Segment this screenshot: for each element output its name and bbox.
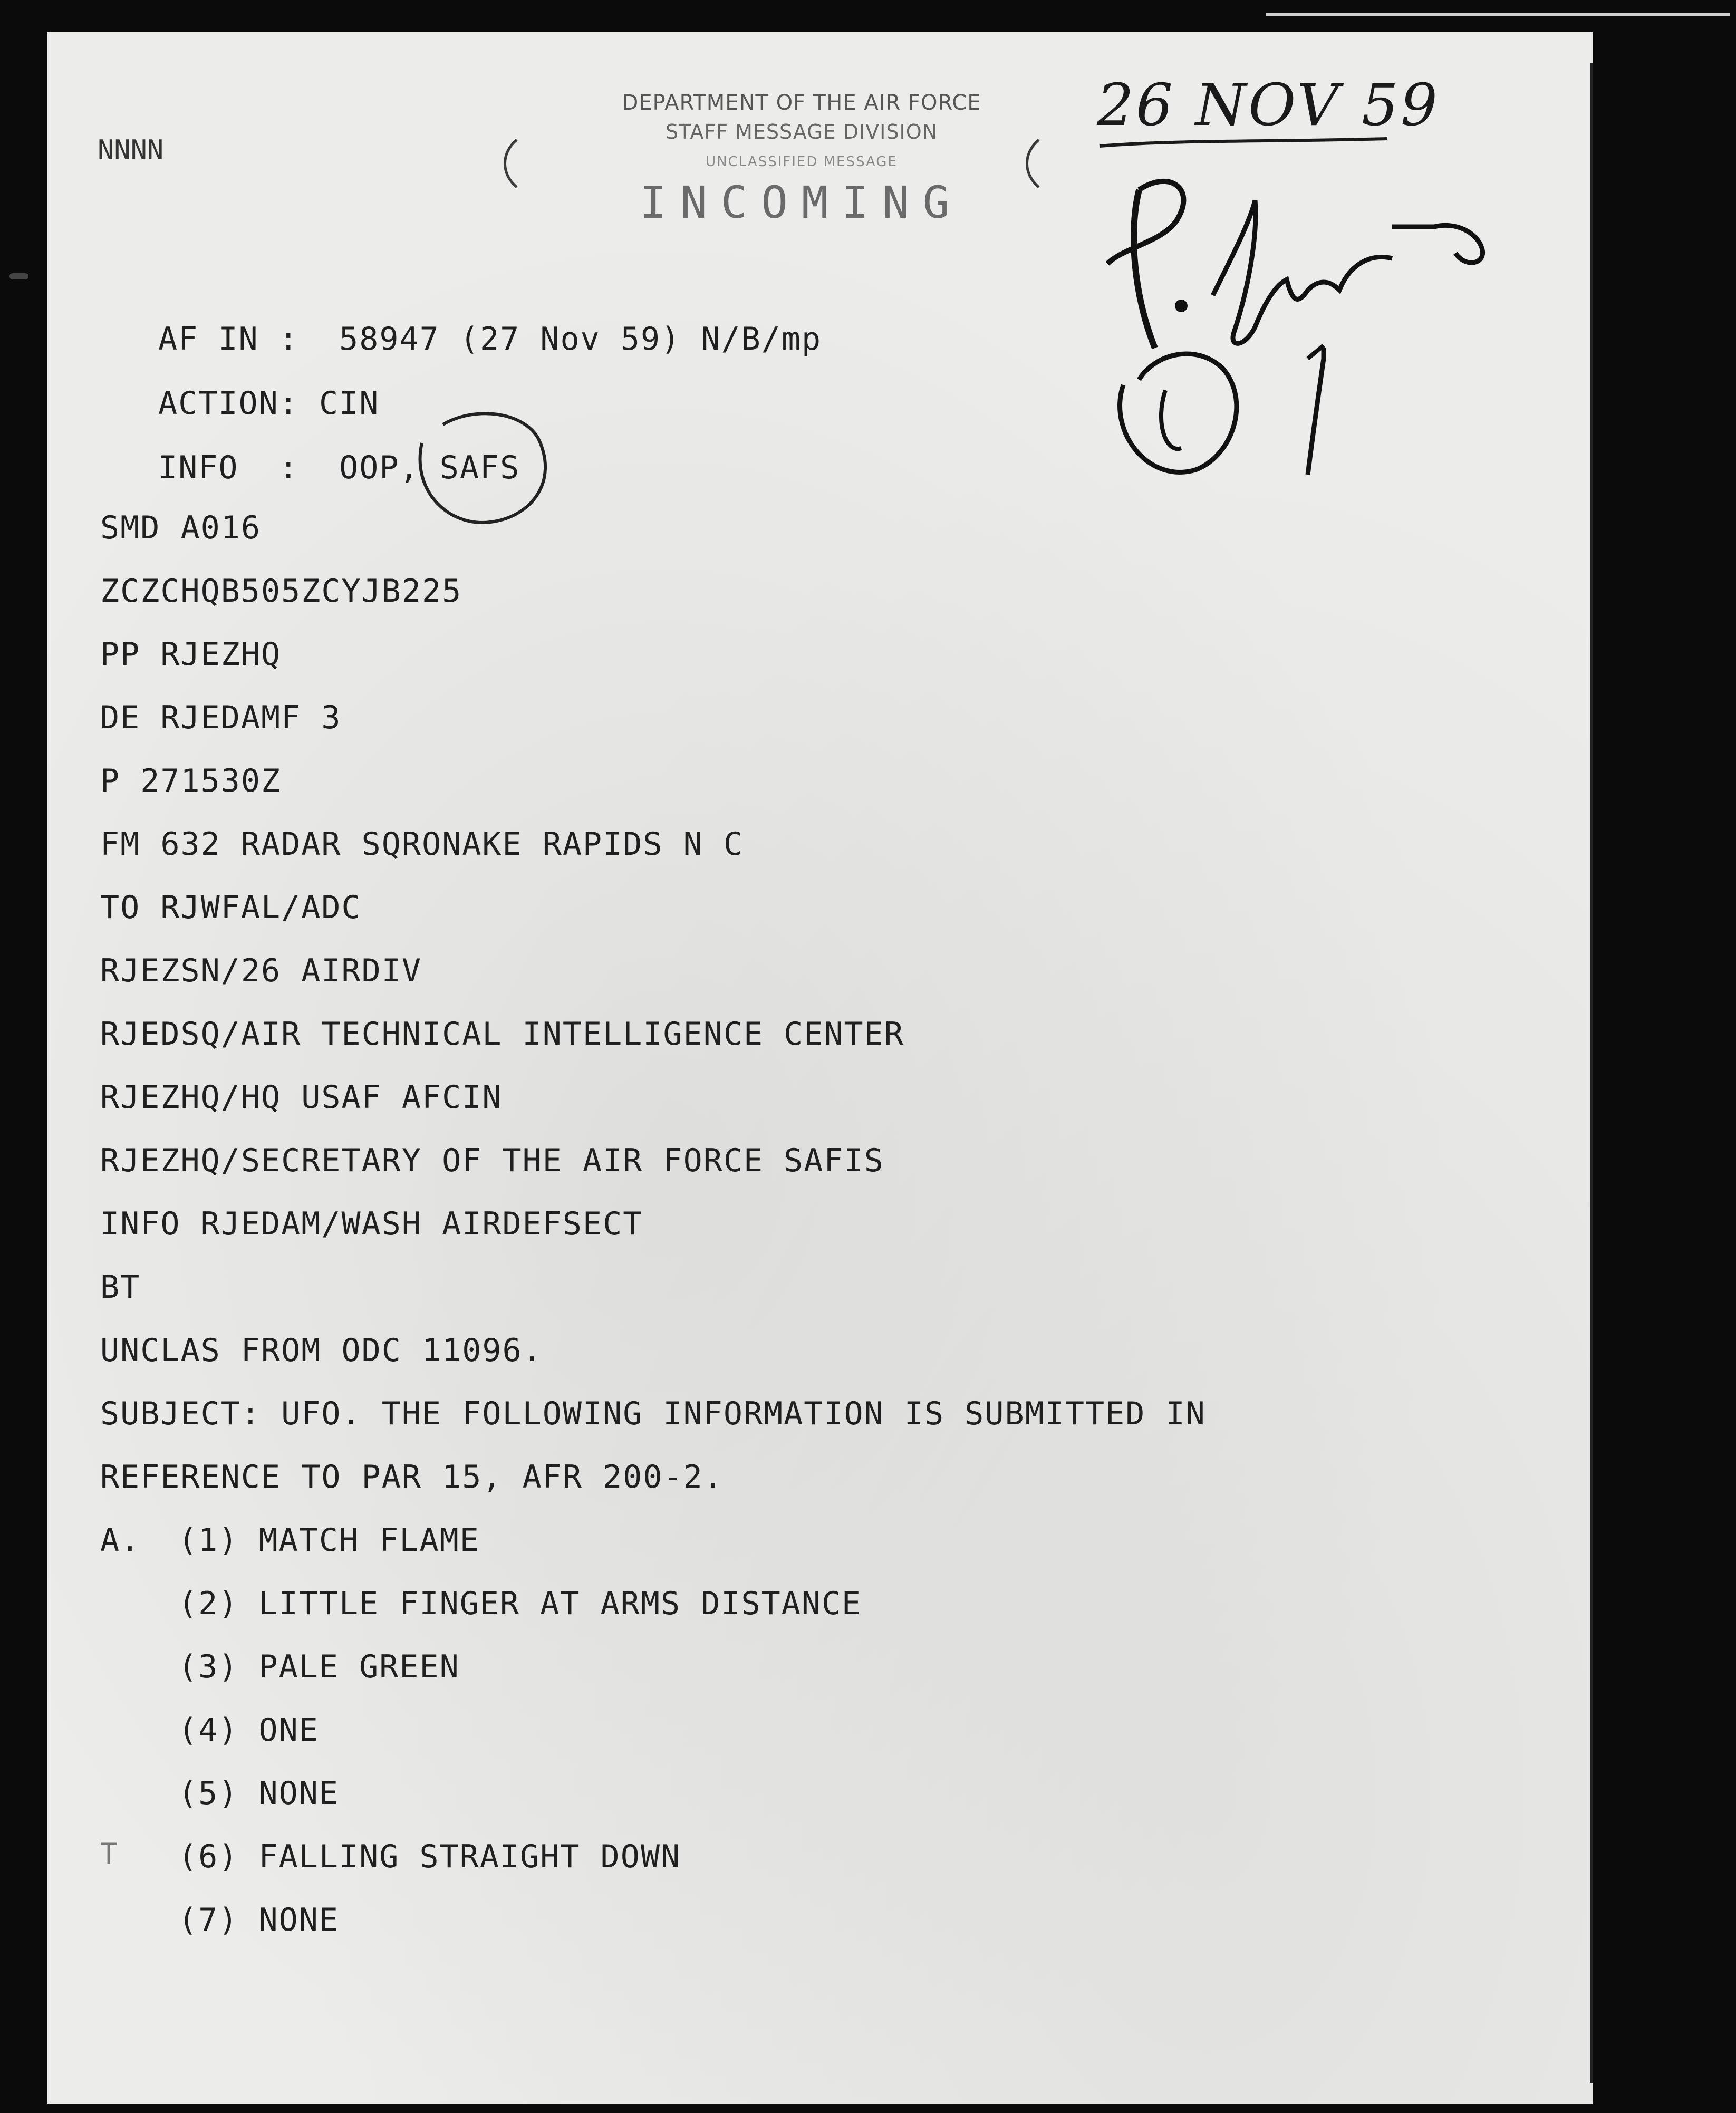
list-item: (1) MATCH FLAME <box>178 1522 480 1559</box>
message-line: PP RJEZHQ <box>100 636 282 673</box>
info-line: INFO : OOP, SAFS <box>158 449 520 486</box>
message-line: RJEDSQ/AIR TECHNICAL INTELLIGENCE CENTER <box>100 1016 904 1053</box>
margin-mark: T <box>100 1837 118 1870</box>
scan-edge-top <box>1266 13 1730 16</box>
sheet-right-edge <box>1590 63 1593 2083</box>
message-line: TO RJWFAL/ADC <box>100 889 362 926</box>
header-division: STAFF MESSAGE DIVISION <box>665 120 938 143</box>
message-line: BT <box>100 1269 141 1306</box>
message-line: INFO RJEDAM/WASH AIRDEFSECT <box>100 1205 643 1242</box>
date-underline <box>1097 134 1392 156</box>
header-brackets <box>496 132 1097 211</box>
corner-mark: NNNN <box>98 134 164 166</box>
message-line: FM 632 RADAR SQRONAKE RAPIDS N C <box>100 826 744 863</box>
safs-circle-annotation <box>401 401 559 548</box>
list-item: (6) FALLING STRAIGHT DOWN <box>178 1838 681 1875</box>
header-department: DEPARTMENT OF THE AIR FORCE <box>622 91 981 115</box>
list-item: (4) ONE <box>178 1712 319 1749</box>
list-item: (3) PALE GREEN <box>178 1648 460 1685</box>
message-line: ZCZCHQB505ZCYJB225 <box>100 573 462 610</box>
message-line: SUBJECT: UFO. THE FOLLOWING INFORMATION IS SUBMITTED IN <box>100 1395 1206 1432</box>
list-item: (7) NONE <box>178 1902 339 1938</box>
message-line: REFERENCE TO PAR 15, AFR 200-2. <box>100 1459 724 1495</box>
handwritten-signature <box>1076 158 1550 527</box>
message-line: P 271530Z <box>100 763 282 799</box>
handwritten-date: 26 NOV 59 <box>1097 71 1440 139</box>
message-line: UNCLAS FROM ODC 11096. <box>100 1332 543 1369</box>
message-line: RJEZHQ/SECRETARY OF THE AIR FORCE SAFIS <box>100 1142 884 1179</box>
action-line: ACTION: CIN <box>158 385 380 422</box>
message-line: DE RJEDAMF 3 <box>100 699 342 736</box>
header-classification: UNCLASSIFIED MESSAGE <box>706 154 898 170</box>
list-item: (5) NONE <box>178 1775 339 1812</box>
section-a-label: A. <box>100 1522 141 1559</box>
smudge-mark <box>9 273 28 279</box>
af-in-line: AF IN : 58947 (27 Nov 59) N/B/mp <box>158 321 822 358</box>
list-item: (2) LITTLE FINGER AT ARMS DISTANCE <box>178 1585 862 1622</box>
message-line: RJEZHQ/HQ USAF AFCIN <box>100 1079 503 1116</box>
message-line: SMD A016 <box>100 509 261 546</box>
message-line: RJEZSN/26 AIRDIV <box>100 952 422 989</box>
header-direction: INCOMING <box>640 177 963 228</box>
